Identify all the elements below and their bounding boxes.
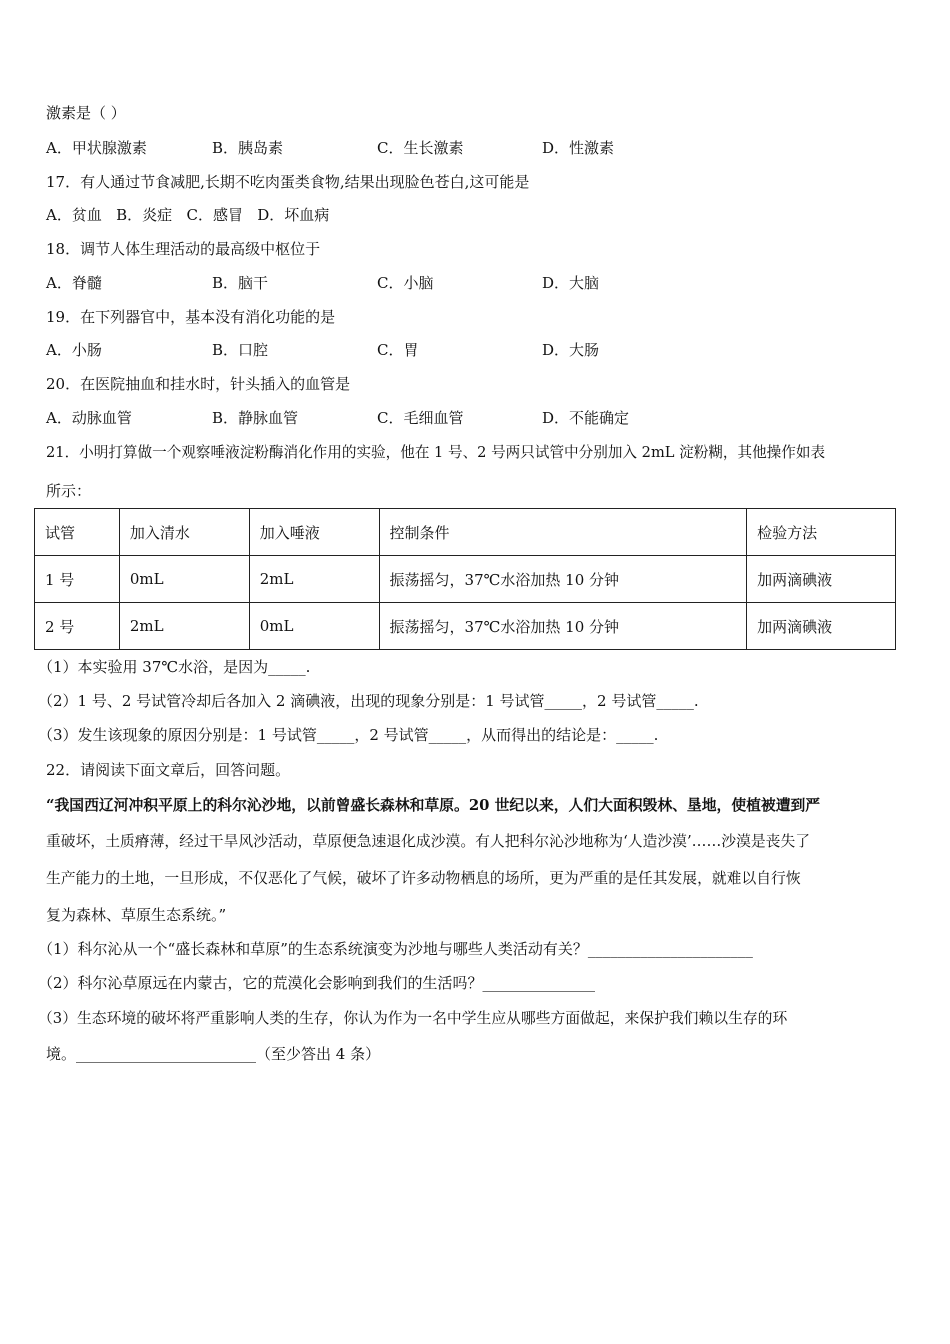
- q16-option-c: C．生长激素: [377, 139, 464, 157]
- table-cell: 振荡摇匀，37℃水浴加热 10 分钟: [379, 556, 747, 603]
- q16-option-a: A．甲状腺激素: [46, 139, 147, 157]
- table-cell: 振荡摇匀，37℃水浴加热 10 分钟: [379, 603, 747, 650]
- q22-sub3-line2: 境。________________________（至少答出 4 条）: [46, 1045, 381, 1063]
- q22-passage-line4: 复为森林、草原生态系统。”: [46, 906, 227, 924]
- q18-option-d: D．大脑: [542, 274, 600, 292]
- q21-sub2: （2）1 号、2 号试管冷却后各加入 2 滴碘液，出现的现象分别是：1 号试管_____，2 号试管_____.: [38, 692, 699, 710]
- q21-sub1: （1）本实验用 37℃水浴，是因为_____.: [38, 658, 311, 676]
- table-cell: 0mL: [119, 556, 249, 603]
- q17-stem: 17．有人通过节食减肥,长期不吃肉蛋类食物,结果出现脸色苍白,这可能是: [46, 173, 530, 191]
- table-header-cell: 检验方法: [747, 509, 896, 556]
- table-header-cell: 试管: [35, 509, 120, 556]
- q18-option-c: C．小脑: [377, 274, 434, 292]
- q18-option-a: A．脊髓: [46, 274, 102, 292]
- q21-stem-line2: 所示：: [46, 482, 92, 500]
- table-cell: 2mL: [249, 556, 379, 603]
- question-stem-tail: 激素是（ ）: [46, 104, 126, 122]
- q21-stem-line1: 21．小明打算做一个观察唾液淀粉酶消化作用的实验，他在 1 号、2 号两只试管中分别加入 2mL 淀粉糊，其他操作如表: [46, 444, 826, 461]
- q22-passage-line3: 生产能力的土地，一旦形成，不仅恶化了气候，破坏了许多动物栖息的场所，更为严重的是任其发展，就难以自行恢: [46, 870, 801, 887]
- q22-sub1: （1）科尔沁从一个“盛长森林和草原”的生态系统演变为沙地与哪些人类活动有关？______________________: [38, 940, 753, 958]
- q19-option-b: B．口腔: [212, 341, 269, 359]
- q22-sub2: （2）科尔沁草原远在内蒙古，它的荒漠化会影响到我们的生活吗？_______________: [38, 974, 596, 992]
- table-row: [35, 556, 896, 603]
- table-header-cell: 加入清水: [119, 509, 249, 556]
- q22-stem: 22．请阅读下面文章后，回答问题。: [46, 761, 291, 779]
- q22-sub3-line1: （3）生态环境的破坏将严重影响人类的生存，你认为作为一名中学生应从哪些方面做起，来保护我们赖以生存的环: [38, 1010, 788, 1027]
- q20-stem: 20．在医院抽血和挂水时，针头插入的血管是: [46, 375, 351, 393]
- q18-stem: 18．调节人体生理活动的最高级中枢位于: [46, 240, 321, 258]
- table-header-row: [35, 509, 896, 556]
- table-cell: 加两滴碘液: [747, 603, 896, 650]
- table-header-cell: 控制条件: [379, 509, 747, 556]
- q16-option-d: D．性激素: [542, 139, 615, 157]
- experiment-table: [34, 508, 896, 650]
- table-header-cell: 加入唾液: [249, 509, 379, 556]
- q22-passage-line2: 重破坏，土质瘠薄，经过干旱风沙活动，草原便急速退化成沙漠。有人把科尔沁沙地称为‘人造沙漠’……沙漠是丧失了: [46, 833, 811, 850]
- q20-option-b: B．静脉血管: [212, 409, 299, 427]
- q20-option-a: A．动脉血管: [46, 409, 132, 427]
- q17-options: A．贫血 B．炎症 C．感冒 D．坏血病: [46, 206, 330, 224]
- table-cell: 2 号: [35, 603, 120, 650]
- q22-passage-line1: “我国西辽河冲积平原上的科尔沁沙地，以前曾盛长森林和草原。20 世纪以来，人们大面积毁林、垦地，使植被遭到严: [46, 797, 821, 814]
- table-cell: 2mL: [119, 603, 249, 650]
- q19-option-a: A．小肠: [46, 341, 102, 359]
- table-cell: 加两滴碘液: [747, 556, 896, 603]
- table-row: [35, 603, 896, 650]
- q19-option-c: C．胃: [377, 341, 419, 359]
- q16-option-b: B．胰岛素: [212, 139, 284, 157]
- q20-option-d: D．不能确定: [542, 409, 630, 427]
- table-cell: 0mL: [249, 603, 379, 650]
- table-cell: 1 号: [35, 556, 120, 603]
- q18-option-b: B．脑干: [212, 274, 269, 292]
- q19-stem: 19．在下列器官中，基本没有消化功能的是: [46, 308, 336, 326]
- q20-option-c: C．毛细血管: [377, 409, 464, 427]
- q21-sub3: （3）发生该现象的原因分别是：1 号试管_____，2 号试管_____，从而得出的结论是：_____.: [38, 726, 659, 744]
- q19-option-d: D．大肠: [542, 341, 600, 359]
